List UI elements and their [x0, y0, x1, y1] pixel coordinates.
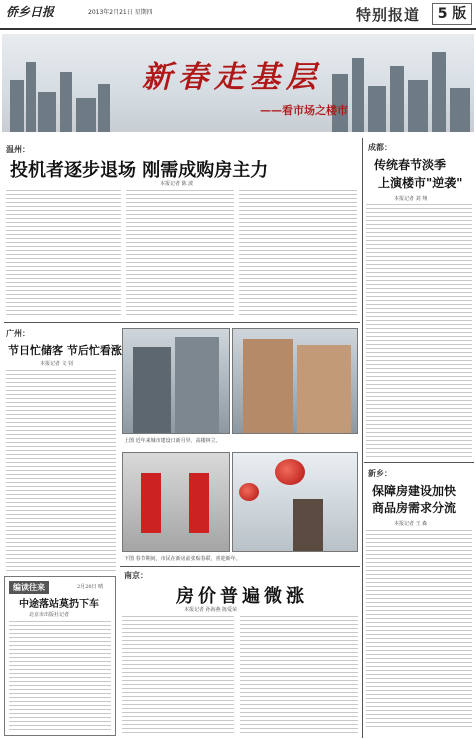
- chengdu-region: 成都：: [368, 143, 392, 152]
- building-photo-left: [122, 328, 230, 434]
- xinxiang-body: [366, 530, 472, 730]
- sidebar-byline: 北京市出版社记者: [29, 612, 70, 618]
- sidebar-label: 编读往来: [9, 581, 49, 594]
- photo-caption-bottom: 下图 春节期间，市民在新房前张贴春联，喜迎新年。: [124, 556, 241, 562]
- door-couplet-photo: [122, 452, 230, 552]
- guangzhou-headline: 节日忙储客 节后忙看涨: [8, 344, 122, 357]
- xinxiang-byline: 本报记者 王 森: [394, 521, 428, 527]
- issue-date: 2013年2月21日 星期四: [88, 9, 153, 16]
- column-divider: [362, 138, 363, 738]
- banner-title: 新春走基层: [142, 60, 322, 95]
- banner-subtitle: ——看市场之楼市: [260, 104, 348, 117]
- wenzhou-headline: 投机者逐步退场 刚需成购房主力: [10, 160, 269, 181]
- divider: [4, 322, 360, 323]
- nanjing-body-col1: [122, 616, 234, 734]
- page-number: 5 版: [432, 3, 472, 25]
- sidebar-body: [9, 621, 111, 731]
- wenzhou-byline: 本报记者 陈 波: [160, 181, 194, 187]
- photo-caption-top: 上图 近年来城市建设日新月异，高楼林立。: [124, 438, 221, 444]
- xinxiang-region: 新乡：: [368, 469, 392, 478]
- wenzhou-body-col3: [239, 190, 357, 318]
- guangzhou-region: 广州：: [6, 329, 30, 338]
- nanjing-body-col2: [240, 616, 358, 734]
- building-photo-right: [232, 328, 358, 434]
- chengdu-byline: 本报记者 刘 翔: [394, 196, 428, 202]
- chengdu-headline-1: 传统春节淡季: [374, 158, 447, 172]
- xinxiang-headline-1: 保障房建设加快: [372, 484, 457, 498]
- guangzhou-body: [6, 370, 116, 574]
- nanjing-headline: 房价普遍微涨: [176, 586, 308, 607]
- wenzhou-body-col2: [126, 190, 234, 318]
- xinxiang-headline-2: 商品房需求分流: [372, 501, 457, 515]
- feature-banner: [2, 34, 474, 132]
- wenzhou-body-col1: [6, 190, 121, 318]
- sidebar-date: 2月20日 晴: [77, 584, 104, 590]
- lantern-photo: [232, 452, 358, 552]
- chengdu-body: [366, 204, 472, 460]
- nanjing-region: 南京：: [124, 571, 148, 580]
- newspaper-logo: 侨乡日报: [6, 5, 55, 19]
- nanjing-byline: 本报记者 孙海燕 陈爱荣: [184, 607, 238, 613]
- section-title: 特别报道: [355, 6, 420, 24]
- masthead: [0, 0, 476, 30]
- chengdu-headline-2: 上演楼市"逆袭": [378, 176, 463, 190]
- wenzhou-region: 温州：: [6, 145, 30, 154]
- sidebar-box: [4, 576, 116, 736]
- guangzhou-byline: 本报记者 文 钊: [40, 361, 74, 367]
- divider: [120, 566, 360, 567]
- sidebar-headline: 中途落站莫扔下车: [19, 599, 99, 610]
- divider: [364, 462, 474, 463]
